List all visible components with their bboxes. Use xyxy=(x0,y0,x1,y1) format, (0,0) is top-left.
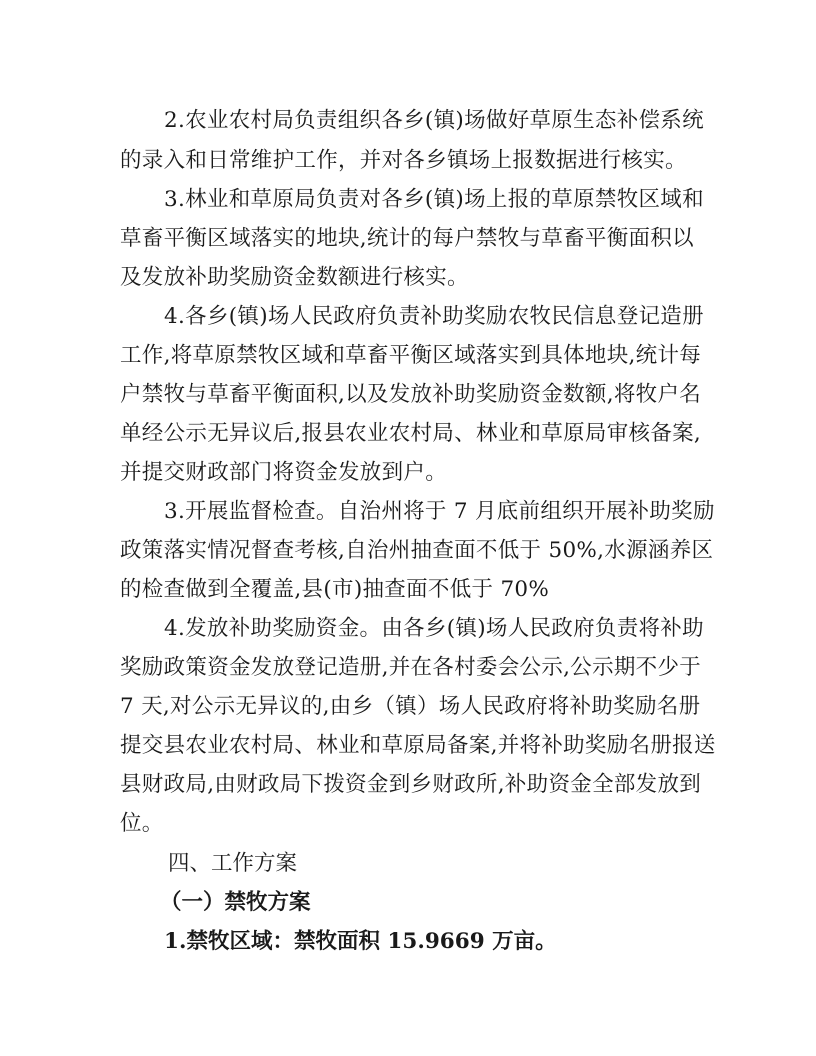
paragraph-line: 4.发放补助奖励资金。由各乡(镇)场人民政府负责将补助 xyxy=(164,616,704,641)
paragraph-line: 政策落实情况督查考核,自治州抽查面不低于 50%,水源涵养区 xyxy=(120,538,714,563)
item-heading: 1.禁牧区域：禁牧面积 15.9669 万亩。 xyxy=(164,929,557,954)
paragraph-line: 2.农业农村局负责组织各乡(镇)场做好草原生态补偿系统 xyxy=(164,108,704,133)
paragraph-line: 3.林业和草原局负责对各乡(镇)场上报的草原禁牧区域和 xyxy=(164,187,704,212)
paragraph-line: 4.各乡(镇)场人民政府负责补助奖励农牧民信息登记造册 xyxy=(164,304,704,329)
paragraph-line: 的录入和日常维护工作，并对各乡镇场上报数据进行核实。 xyxy=(120,148,687,173)
paragraph-line: 草畜平衡区域落实的地块,统计的每户禁牧与草畜平衡面积以 xyxy=(120,226,694,251)
subsection-heading: （一）禁牧方案 xyxy=(160,890,311,915)
paragraph-line: 并提交财政部门将资金发放到户。 xyxy=(120,460,448,485)
paragraph-line: 工作,将草原禁牧区域和草畜平衡区域落实到具体地块,统计每 xyxy=(120,343,702,368)
paragraph-line: 单经公示无异议后,报县农业农村局、林业和草原局审核备案, xyxy=(120,421,702,446)
paragraph-line: 县财政局,由财政局下拨资金到乡财政所,补助资金全部发放到 xyxy=(120,772,702,797)
paragraph-line: 的检查做到全覆盖,县(市)抽查面不低于 70% xyxy=(120,577,550,602)
section-heading: 四、工作方案 xyxy=(168,851,298,876)
paragraph-line: 及发放补助奖励资金数额进行核实。 xyxy=(120,265,469,290)
paragraph-line: 7 天,对公示无异议的,由乡（镇）场人民政府将补助奖励名册 xyxy=(120,694,701,719)
paragraph-line: 户禁牧与草畜平衡面积,以及发放补助奖励资金数额,将牧户名 xyxy=(120,382,702,407)
paragraph-line: 3.开展监督检查。自治州将于 7 月底前组织开展补助奖励 xyxy=(164,499,715,524)
paragraph-line: 提交县农业农村局、林业和草原局备案,并将补助奖励名册报送 xyxy=(120,733,716,758)
paragraph-line: 奖励政策资金发放登记造册,并在各村委会公示,公示期不少于 xyxy=(120,655,702,680)
paragraph-line: 位。 xyxy=(120,811,164,836)
